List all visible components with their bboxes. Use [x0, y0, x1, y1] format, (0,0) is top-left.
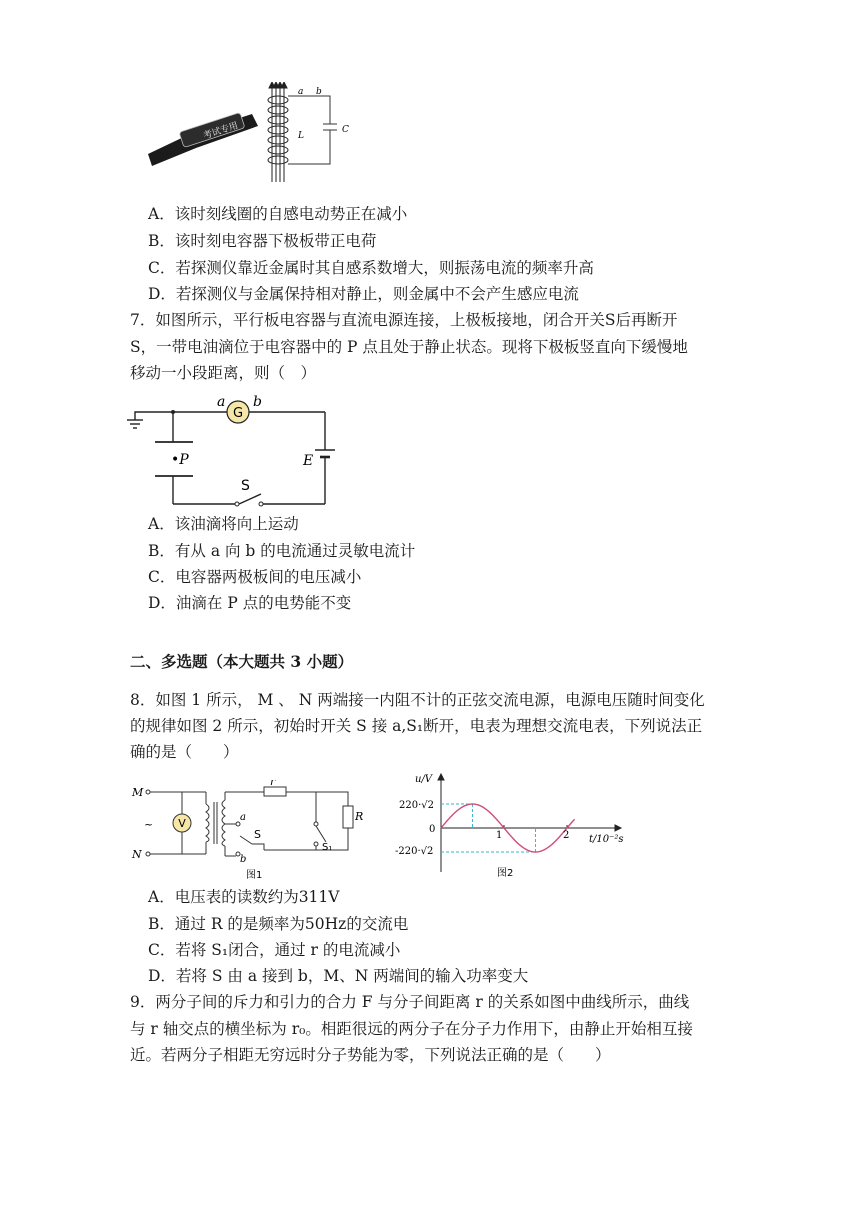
q6-option-a: A．该时刻线圈的自感电动势正在减小 [148, 205, 408, 223]
q8-stem-line3: 确的是（ ） [130, 743, 239, 761]
label-m: M [132, 786, 144, 799]
y-axis-arrow [438, 774, 444, 780]
resistor-R [343, 806, 353, 828]
label-b: b [253, 394, 262, 410]
q8-option-b: B．通过 R 的是频率为50Hz的交流电 [148, 915, 409, 933]
label-e: E [303, 453, 314, 469]
label-a: a [240, 812, 246, 823]
label-s: S [254, 828, 261, 841]
label-a: a [217, 394, 226, 410]
q9-stem-line2: 与 r 轴交点的横坐标为 r₀。相距很远的两分子在分子力作用下，由静止开始相互接 [130, 1020, 693, 1038]
label-C: C [342, 125, 349, 135]
q6-option-b: B．该时刻电容器下极板带正电荷 [148, 232, 377, 250]
q9-stem-line3: 近。若两分子相距无穷远时分子势能为零，下列说法正确的是（ ） [130, 1046, 611, 1064]
tick-label-pos: 220·√2 [399, 800, 434, 811]
tick-label-neg: -220·√2 [395, 846, 434, 857]
q6-option-d: D．若探测仪与金属保持相对静止，则金属中不会产生感应电流 [148, 285, 579, 303]
fig1-caption: 图1 [246, 870, 263, 880]
q9-stem-line1: 9．两分子间的斥力和引力的合力 F 与分子间距离 r 的关系如图中曲线所示，曲线 [130, 993, 690, 1011]
label-R: R [355, 810, 364, 823]
resistor-r [264, 787, 286, 796]
q8-stem-line1: 8．如图 1 所示， M 、 N 两端接一内阻不计的正弦交流电源，电源电压随时间变化 [130, 691, 705, 709]
q8-option-a: A．电压表的读数约为311V [148, 888, 340, 906]
q8-figure2-chart [393, 772, 633, 882]
svg-text:考试专用: 考试专用 [202, 121, 240, 142]
q7-stem-line3: 移动一小段距离，则（ ） [130, 364, 317, 382]
q8-stem-line2: 的规律如图 2 所示，初始时开关 S 接 a,S₁断开，电表为理想交流电表，下列说法正 [130, 717, 703, 735]
q7-option-c: C．电容器两极板间的电压减小 [148, 568, 362, 586]
q7-option-d: D．油滴在 P 点的电势能不变 [148, 594, 352, 612]
label-s1: S₁ [322, 842, 333, 853]
label-b: b [240, 854, 247, 865]
label-s: S [241, 478, 250, 494]
label-L: L [298, 131, 304, 141]
tick-label-zero: 0 [429, 824, 436, 835]
q7-option-a: A．该油滴将向上运动 [148, 515, 299, 533]
switch-s-blade [239, 494, 261, 504]
label-b: b [316, 87, 322, 97]
q8-option-d: D．若将 S 由 a 接到 b，M、N 两端间的输入功率变大 [148, 967, 529, 985]
x-axis-arrow [615, 825, 621, 831]
metal-detector-image [148, 113, 258, 166]
label-p: •P [171, 452, 189, 468]
ground-wire [135, 412, 173, 420]
coil-inductor [268, 82, 288, 182]
q8-option-c: C．若将 S₁闭合，通过 r 的电流减小 [148, 941, 401, 959]
primary-coil [206, 804, 209, 842]
lc-circuit-wires [288, 96, 337, 164]
x-axis-label: t/10⁻²s [589, 834, 624, 845]
q7-circuit-figure [125, 386, 345, 510]
q7-option-b: B．有从 a 向 b 的电流通过灵敏电流计 [148, 542, 416, 560]
y-axis-label: u/V [415, 774, 433, 785]
q7-stem-line2: S，一带电油滴位于电容器中的 P 点且处于静止状态。现将下极板竖直向下缓慢地 [130, 338, 688, 356]
tick-label-2: 2 [563, 830, 570, 841]
label-a: a [298, 87, 304, 97]
q8-figure1-circuit [130, 780, 370, 880]
fig2-caption: 图2 [497, 868, 514, 879]
q6-figure [140, 82, 360, 192]
galvanometer-label: G [232, 406, 244, 421]
label-r: r [270, 780, 276, 788]
section-title: 二、多选题（本大题共 3 小题） [130, 652, 354, 671]
label-n: N [132, 848, 142, 861]
q7-stem-line1: 7．如图所示，平行板电容器与直流电源连接，上极板接地，闭合开关S后再断开 [130, 311, 678, 329]
ac-source-symbol: ~ [144, 818, 154, 831]
tick-label-1: 1 [496, 830, 503, 841]
q6-option-c: C．若探测仪靠近金属时其自感系数增大，则振荡电流的频率升高 [148, 259, 594, 277]
secondary-coil [222, 800, 225, 846]
voltmeter-label: V [178, 817, 186, 830]
